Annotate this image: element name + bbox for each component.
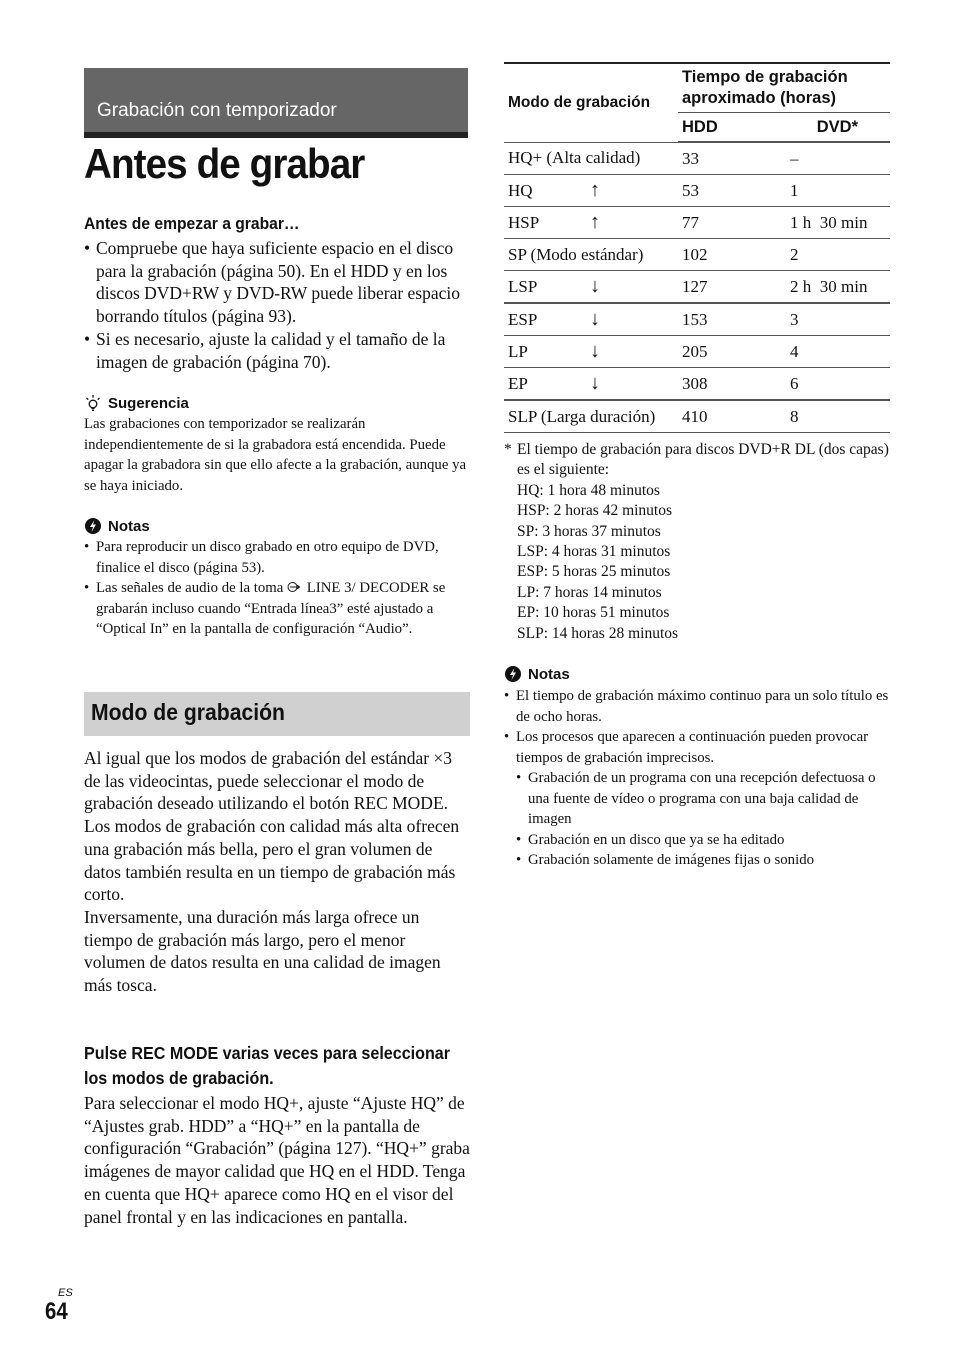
table-cell-dvd: 1	[786, 175, 890, 207]
table-row	[504, 336, 890, 368]
column-header-time: Tiempo de grabación aproximado (horas)	[678, 63, 890, 113]
table-cell-dvd: 6	[786, 368, 890, 401]
recording-mode-table	[504, 62, 890, 433]
table-row	[504, 142, 890, 175]
section-header-title: Grabación con temporizador	[97, 100, 337, 121]
notes-list-right	[504, 686, 890, 871]
footnote-line: ESP: 5 horas 25 minutos	[517, 563, 671, 581]
table-cell-hdd: 308	[678, 368, 786, 401]
table-cell-mode: HSP ↑	[504, 207, 678, 239]
table-row	[504, 400, 890, 433]
column-header-mode: Modo de grabación	[504, 63, 678, 142]
arrow-down-icon: ↓	[590, 275, 600, 297]
list-item: • Compruebe que haya suficiente espacio en el disco para la grabación (página 50). En el HDD y en los discos DVD+RW y DVD-RW puede liberar espacio borrando títulos (página 93).	[84, 237, 469, 328]
footnote-line: HQ: 1 hora 48 minutos	[517, 481, 660, 499]
table-row	[504, 175, 890, 207]
mode-description	[84, 747, 470, 997]
table-cell-hdd: 102	[678, 239, 786, 271]
sub-list-item: • Grabación de un programa con una recepción defectuosa o una fuente de vídeo o programa con una baja calidad de imagen	[516, 768, 890, 830]
table-cell-dvd: 1 h 30 min	[786, 207, 890, 239]
table-cell-dvd: 2	[786, 239, 890, 271]
table-cell-hdd: 153	[678, 303, 786, 336]
table-cell-dvd: –	[786, 142, 890, 175]
tip-heading	[84, 394, 189, 412]
arrow-down-icon: ↓	[590, 340, 600, 362]
recording-mode-table-wrap	[504, 62, 890, 433]
table-cell-hdd: 410	[678, 400, 786, 433]
tip-text: Las grabaciones con temporizador se realizarán independientemente de si la grabadora está encendida. Puede apagar la grabadora sin que ello afecte a la grabación, aunque ya se haya iniciado.	[84, 416, 467, 494]
footnote-intro: El tiempo de grabación para discos DVD+R DL (dos capas) es el siguiente:	[517, 441, 889, 479]
table-row	[504, 368, 890, 401]
table-cell-mode: HQ ↑	[504, 175, 678, 207]
tip-heading-label: Sugerencia	[108, 394, 189, 412]
footnote-marker: *	[504, 441, 512, 458]
table-row	[504, 271, 890, 304]
page-language: ES	[58, 1287, 73, 1299]
lightbulb-icon	[84, 394, 102, 412]
table-row	[504, 239, 890, 271]
list-item: • Para reproducir un disco grabado en otro equipo de DVD, finalice el disco (página 53).	[84, 537, 469, 578]
arrow-down-icon: ↓	[590, 372, 600, 394]
before-start-heading: Antes de empezar a grabar…	[84, 214, 300, 233]
notes-list	[84, 537, 469, 640]
notes-heading-label: Notas	[528, 665, 570, 683]
before-start-list	[84, 237, 469, 373]
arrow-down-icon: ↓	[590, 308, 600, 330]
notes-heading-right	[504, 665, 570, 683]
table-row	[504, 303, 890, 336]
notes-icon	[84, 517, 102, 535]
arrow-up-icon: ↑	[590, 179, 600, 201]
table-cell-mode: LSP ↓	[504, 271, 678, 304]
table-row	[504, 207, 890, 239]
column-header-dvd: DVD*	[786, 113, 890, 143]
step-text: Para seleccionar el modo HQ+, ajuste “Ajuste HQ” de “Ajustes grab. HDD” a “HQ+” en la pantalla de configuración “Grabación” (página 127). “HQ+” graba imágenes de mayor calidad que HQ en el HDD. Tenga en cuenta que HQ+ aparece como HQ en el visor del panel frontal y en las indicaciones en pantalla.	[84, 1093, 470, 1227]
table-cell-dvd: 3	[786, 303, 890, 336]
line-input-icon	[287, 581, 303, 593]
footnote-line: EP: 10 horas 51 minutos	[517, 604, 670, 622]
paragraph: Inversamente, una duración más larga ofrece un tiempo de grabación más largo, pero el menor volumen de datos resulta en una calidad de imagen más tosca.	[84, 906, 441, 996]
mode-section-heading: Modo de grabación	[91, 699, 285, 725]
notes-heading-label: Notas	[108, 517, 150, 535]
footnote-line: LSP: 4 horas 31 minutos	[517, 543, 671, 561]
table-cell-mode: HQ+ (Alta calidad)	[504, 142, 678, 175]
section-header-bar	[84, 68, 468, 138]
step-heading: Pulse REC MODE varias veces para seleccionar los modos de grabación.	[84, 1043, 451, 1088]
footnote-line: HSP: 2 horas 42 minutos	[517, 502, 673, 520]
paragraph: Los modos de grabación con calidad más alta ofrecen una grabación más bella, pero el gran volumen de datos también resulta en un tiempo de grabación más corto.	[84, 816, 460, 905]
footnote-line: LP: 7 horas 14 minutos	[517, 583, 662, 601]
table-cell-hdd: 53	[678, 175, 786, 207]
table-cell-hdd: 33	[678, 142, 786, 175]
footnote	[504, 440, 890, 644]
footnote-line: SP: 3 horas 37 minutos	[517, 522, 661, 540]
notes-icon	[504, 665, 522, 683]
paragraph: Al igual que los modos de grabación del estándar ×3 de las videocintas, puede seleccionar el modo de grabación deseado utilizando el botón REC MODE.	[84, 748, 453, 814]
table-cell-mode: SP (Modo estándar)	[504, 239, 678, 271]
list-item: • Los procesos que aparecen a continuación pueden provocar tiempos de grabación imprecisos. • Grabación de un programa con una recepción defectuosa o una fuente de vídeo o programa con una baja calidad de imagen • Grabación en un disco que ya se ha editado • Grabación solamente de imágenes fijas o sonido	[504, 727, 890, 871]
table-body	[504, 142, 890, 433]
sub-list-item: • Grabación solamente de imágenes fijas o sonido	[516, 850, 890, 871]
list-item: • Las señales de audio de la toma LINE 3/ DECODER se grabarán incluso cuando “Entrada línea3” esté ajustado a “Optical In” en la pantalla de configuración “Audio”.	[84, 578, 469, 640]
table-cell-mode: EP ↓	[504, 368, 678, 401]
sub-list-item: • Grabación en un disco que ya se ha editado	[516, 830, 890, 851]
arrow-up-icon: ↑	[590, 211, 600, 233]
list-item: • El tiempo de grabación máximo continuo para un solo título es de ocho horas.	[504, 686, 890, 727]
mode-section-bar	[84, 692, 470, 736]
table-cell-dvd: 2 h 30 min	[786, 271, 890, 304]
table-cell-mode: LP ↓	[504, 336, 678, 368]
column-header-hdd: HDD	[678, 113, 786, 143]
table-cell-hdd: 77	[678, 207, 786, 239]
footnote-line: SLP: 14 horas 28 minutos	[517, 624, 679, 642]
table-cell-hdd: 205	[678, 336, 786, 368]
table-cell-mode: ESP ↓	[504, 303, 678, 336]
page-title: Antes de grabar	[84, 140, 365, 187]
table-cell-dvd: 4	[786, 336, 890, 368]
page-number: 64	[45, 1298, 68, 1325]
table-cell-mode: SLP (Larga duración)	[504, 400, 678, 433]
list-item: • Si es necesario, ajuste la calidad y el tamaño de la imagen de grabación (página 70).	[84, 328, 469, 373]
notes-heading	[84, 517, 150, 535]
table-cell-dvd: 8	[786, 400, 890, 433]
table-cell-hdd: 127	[678, 271, 786, 304]
